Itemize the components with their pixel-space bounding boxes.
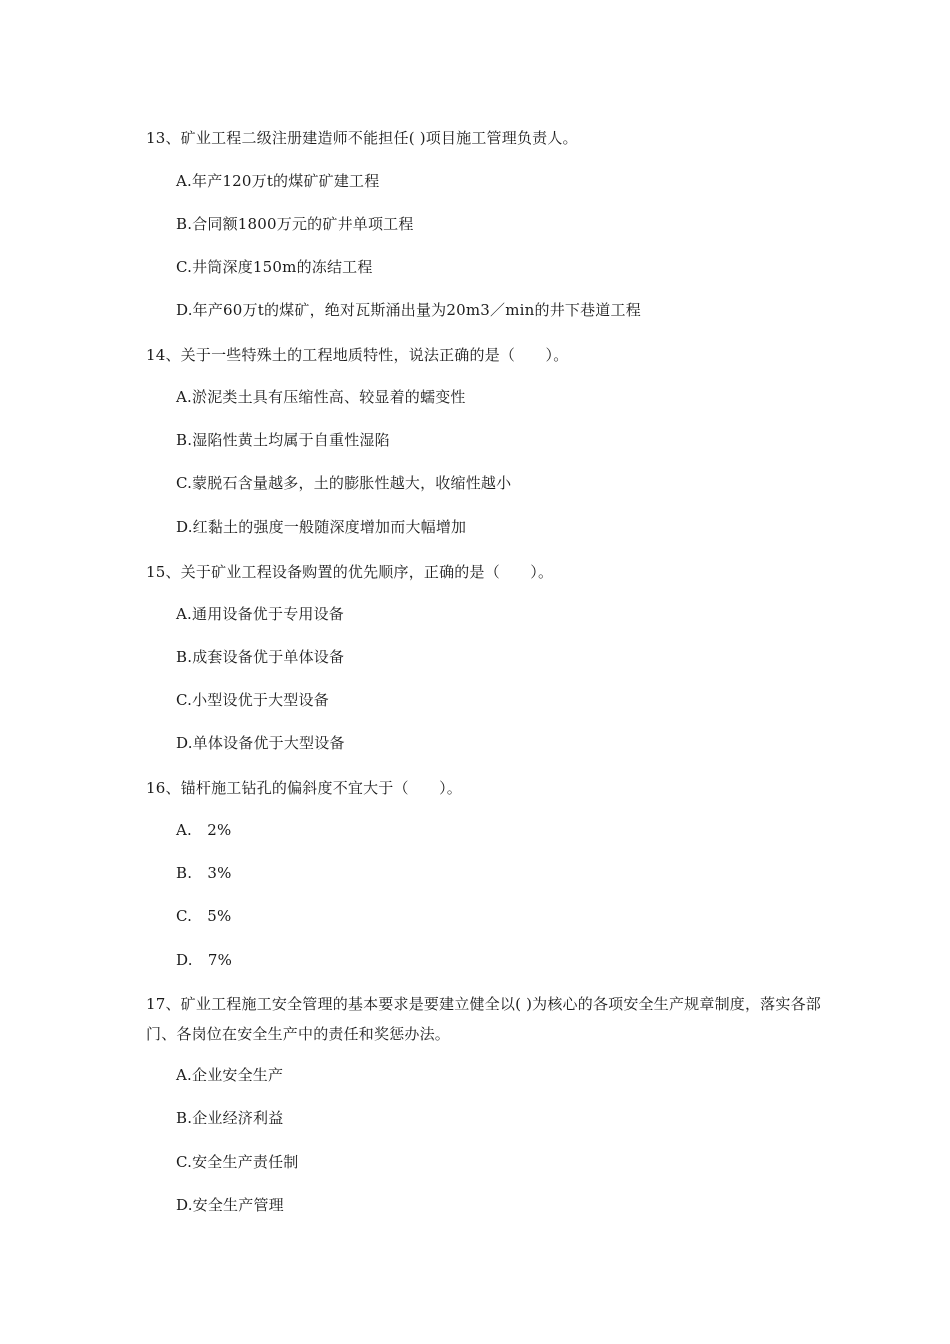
question-14	[146, 340, 826, 536]
option-a: A.企业安全生产	[176, 1066, 284, 1084]
option-d: D.年产60万t的煤矿，绝对瓦斯涌出量为20m3／min的井下巷道工程	[176, 301, 641, 319]
question-16	[146, 773, 826, 969]
option-b: B.成套设备优于单体设备	[176, 648, 345, 666]
option-a: A.通用设备优于专用设备	[176, 605, 345, 623]
option-a: A.年产120万t的煤矿矿建工程	[176, 172, 380, 190]
question-stem: 17、矿业工程施工安全管理的基本要求是要建立健全以( )为核心的各项安全生产规章制度，落实各部门、各岗位在安全生产中的责任和奖惩办法。	[146, 995, 821, 1043]
option-c: C. 5%	[176, 907, 232, 925]
option-b: B. 3%	[176, 864, 232, 882]
option-d: D.安全生产管理	[176, 1196, 284, 1214]
question-stem: 15、关于矿业工程设备购置的优先顺序，正确的是（ ）。	[146, 563, 554, 581]
question-17	[146, 989, 826, 1214]
question-stem: 14、关于一些特殊土的工程地质特性，说法正确的是（ ）。	[146, 346, 569, 364]
option-c: C.蒙脱石含量越多，土的膨胀性越大，收缩性越小	[176, 474, 512, 492]
option-d: D.单体设备优于大型设备	[176, 734, 345, 752]
option-d: D. 7%	[176, 951, 233, 969]
question-stem: 13、矿业工程二级注册建造师不能担任( )项目施工管理负责人。	[146, 129, 578, 147]
option-c: C.小型设优于大型设备	[176, 691, 329, 709]
option-b: B.企业经济利益	[176, 1109, 284, 1127]
question-13	[146, 123, 826, 319]
option-b: B.湿陷性黄土均属于自重性湿陷	[176, 431, 390, 449]
option-b: B.合同额1800万元的矿井单项工程	[176, 215, 414, 233]
option-c: C.井筒深度150m的冻结工程	[176, 258, 373, 276]
option-d: D.红黏土的强度一般随深度增加而大幅增加	[176, 518, 467, 536]
question-15	[146, 557, 826, 752]
option-a: A.淤泥类土具有压缩性高、较显着的蠕变性	[176, 388, 466, 406]
option-a: A. 2%	[176, 821, 232, 839]
option-c: C.安全生产责任制	[176, 1153, 299, 1171]
question-stem: 16、锚杆施工钻孔的偏斜度不宜大于（ ）。	[146, 779, 462, 797]
